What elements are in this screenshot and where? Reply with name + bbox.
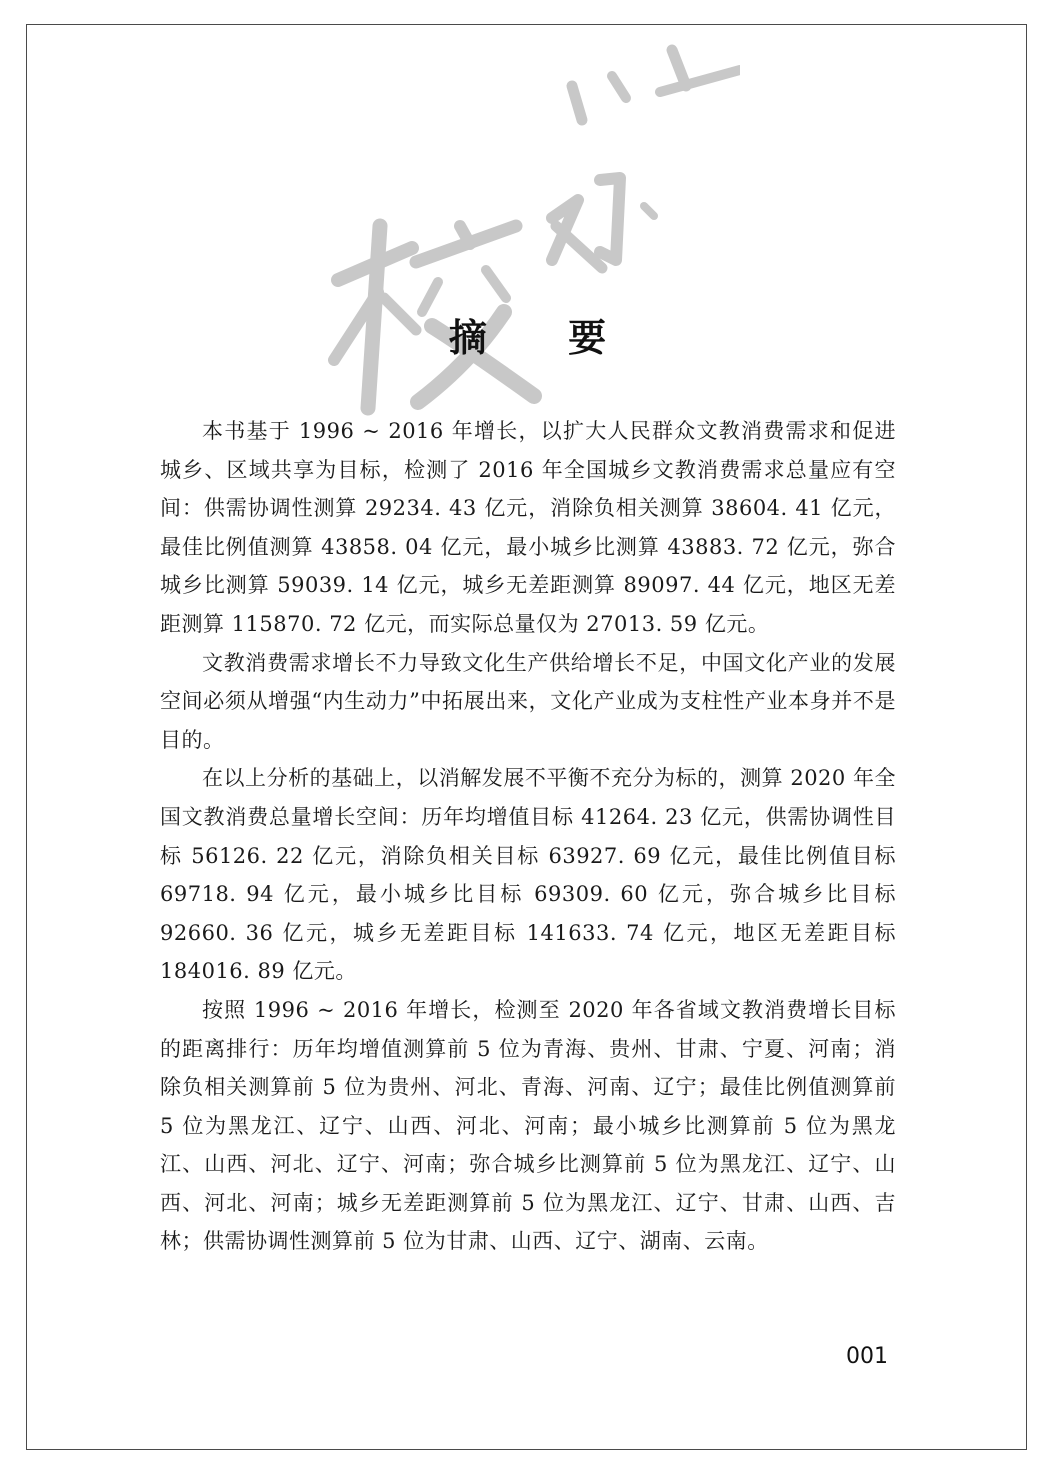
page-title: 摘 要 (448, 316, 641, 361)
paragraph-1: 本书基于 1996 ~ 2016 年增长，以扩大人民群众文教消费需求和促进城乡、区域共享为目标，检测了 2016 年全国城乡文教消费需求总量应有空间：供需协调性测算 29234. 43 亿元，消除负相关测算 38604. 41 亿元，最佳比例值测算 43858. 04 亿元，最小城乡比测算 43883. 72 亿元，弥合城乡比测算 59039. 14 亿元，城乡无差距测算 89097. 44 亿元，地区无差距测算 115870. 72 亿元，而实际总量仅为 27013. 59 亿元。 (160, 419, 896, 636)
paragraph-3: 在以上分析的基础上，以消解发展不平衡不充分为标的，测算 2020 年全国文教消费总量增长空间：历年均增值目标 41264. 23 亿元，供需协调性目标 56126. 22 亿元，消除负相关目标 63927. 69 亿元，最佳比例值目标 69718. 94 亿元，最小城乡比目标 69309. 60 亿元，弥合城乡比目标 92660. 36 亿元，城乡无差距目标 141633. 74 亿元，地区无差距目标 184016. 89 亿元。 (160, 766, 896, 984)
paragraph-4: 按照 1996 ~ 2016 年增长，检测至 2020 年各省域文教消费增长目标的距离排行：历年均增值测算前 5 位为青海、贵州、甘肃、宁夏、河南；消除负相关测算前 5 位为贵州、河北、青海、河南、辽宁；最佳比例值测算前 5 位为黑龙江、辽宁、山西、河北、河南；最小城乡比测算前 5 位为黑龙江、山西、河北、辽宁、河南；弥合城乡比测算前 5 位为黑龙江、辽宁、山西、河北、河南；城乡无差距测算前 5 位为黑龙江、辽宁、甘肃、山西、吉林；供需协调性测算前 5 位为甘肃、山西、辽宁、湖南、云南。 (160, 997, 896, 1254)
paragraph-2: 文教消费需求增长不力导致文化生产供给增长不足，中国文化产业的发展空间必须从增强“内生动力”中拓展出来，文化产业成为支柱性产业本身并不是目的。 (160, 650, 896, 752)
abstract-body (160, 412, 896, 1261)
page-number: 001 (846, 1344, 888, 1369)
